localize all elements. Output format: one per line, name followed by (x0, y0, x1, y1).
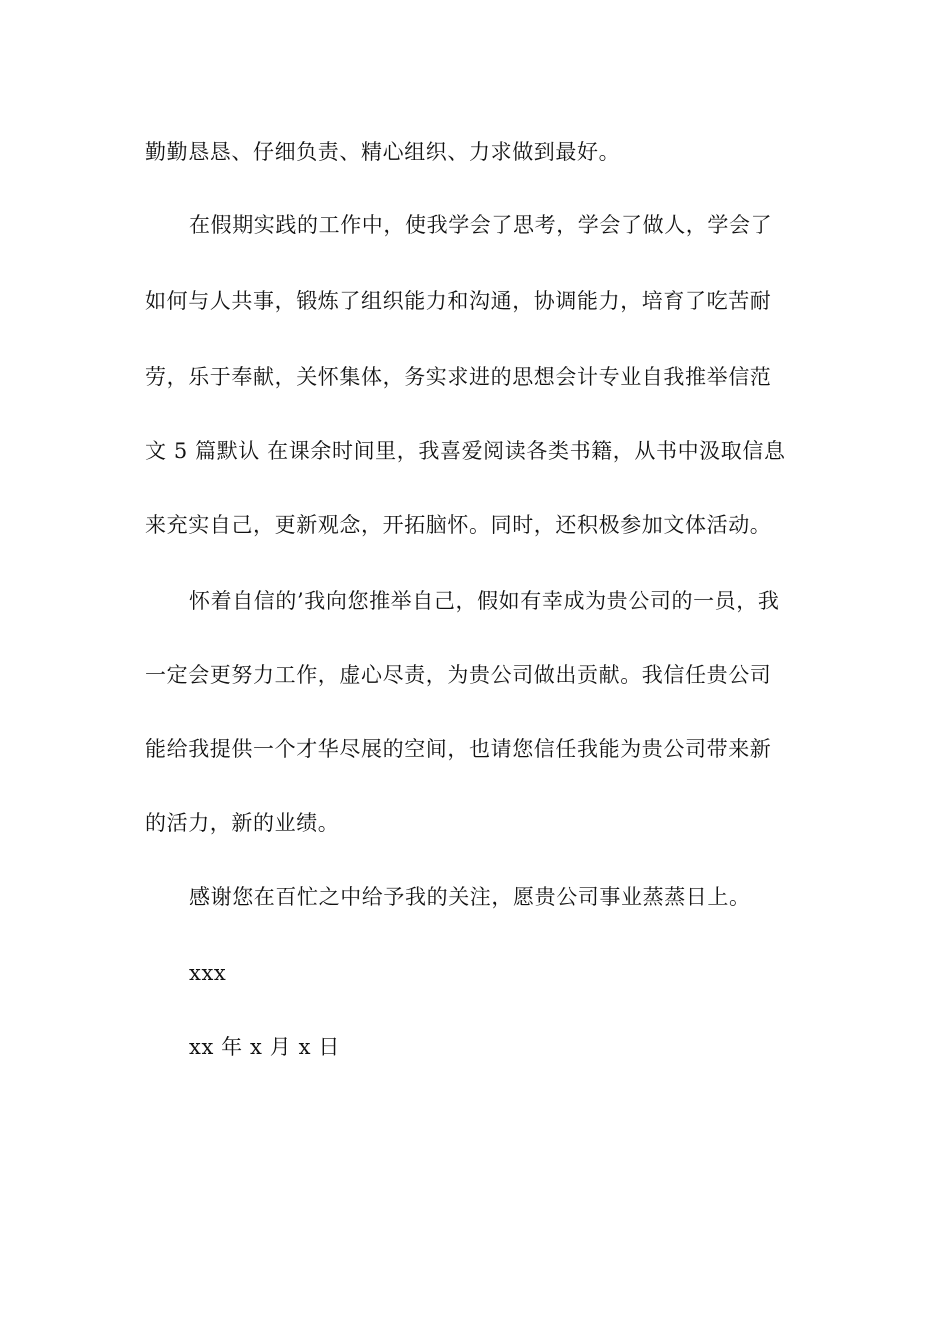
text-line: 怀着自信的’我向您推举自己，假如有幸成为贵公司的一员，我 (189, 589, 780, 613)
signature-name: xxx (189, 961, 227, 985)
signature-date: xx 年 x 月 x 日 (189, 1035, 340, 1059)
text-line: 来充实自己，更新观念，开拓脑怀。同时，还积极参加文体活动。 (145, 513, 772, 537)
text-line: 感谢您在百忙之中给予我的关注，愿贵公司事业蒸蒸日上。 (189, 885, 751, 909)
text-line: 文 5 篇默认 在课余时间里，我喜爱阅读各类书籍，从书中汲取信息 (145, 439, 786, 463)
text-line: 一定会更努力工作，虚心尽责，为贵公司做出贡献。我信任贵公司 (145, 663, 772, 687)
text-line: 的活力，新的业绩。 (145, 811, 340, 835)
text-line: 能给我提供一个才华尽展的空间，也请您信任我能为贵公司带来新 (145, 737, 772, 761)
text-line: 劳，乐于奉献，关怀集体，务实求进的思想会计专业自我推举信范 (145, 365, 772, 389)
text-line: 在假期实践的工作中，使我学会了思考，学会了做人，学会了 (189, 213, 773, 237)
text-line: 勤勤恳恳、仔细负责、精心组织、力求做到最好。 (145, 140, 621, 164)
text-line: 如何与人共事，锻炼了组织能力和沟通，协调能力，培育了吃苦耐 (145, 289, 772, 313)
